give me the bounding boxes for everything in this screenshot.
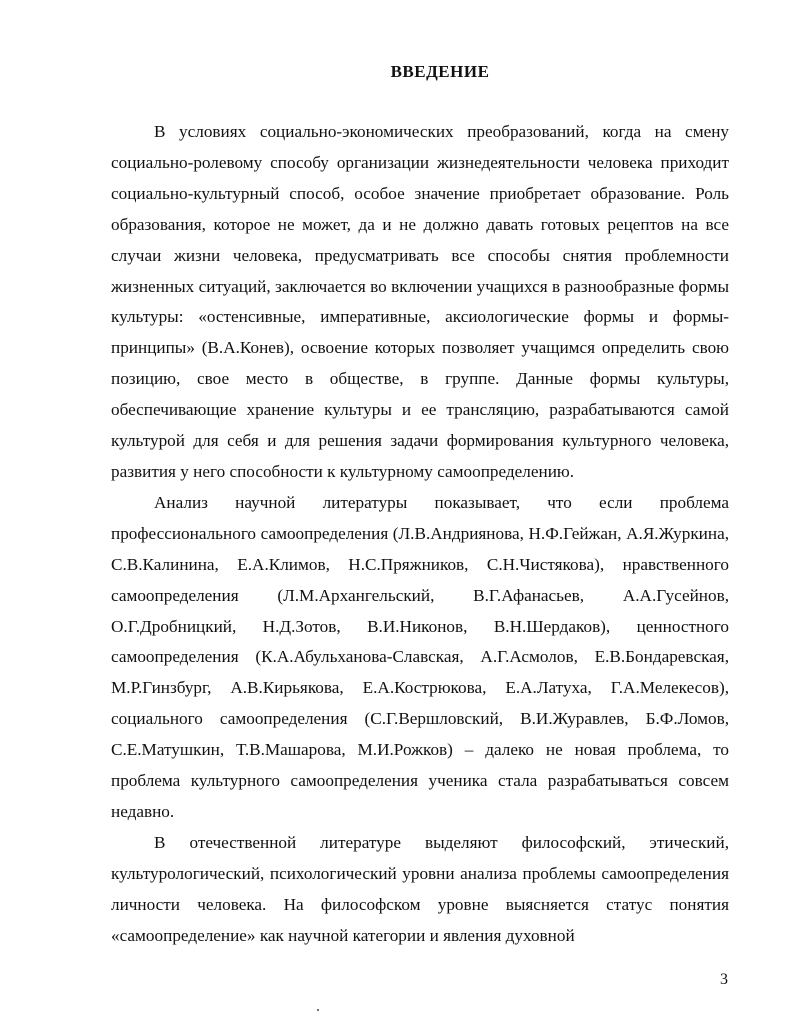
paragraph-1: В условиях социально-экономических преобразований, когда на смену социально-ролевому способу организации жизнедеятельности человека приходит социально-культурный способ, особое значение приобретает образование. Роль образования, которое не может, да и не должно давать готовых рецептов на все случаи жизни человека, предусматривать все способы снятия проблемности жизненных ситуаций, заключается во включении учащихся в разнообразные формы культуры: «остенсивные, императивные, аксиологические формы и формы-принципы» (В.А.Конев), освоение которых позволяет учащимся определить свою позицию, свое место в обществе, в группе. Данные формы культуры, обеспечивающие хранение культуры и ее трансляцию, разрабатываются самой культурой для себя и для решения задачи формирования культурного человека, развития у него способности к культурному самоопределению.	[111, 122, 729, 481]
paragraph-3: В отечественной литературе выделяют философский, этический, культурологический, психологический уровни анализа проблемы самоопределения личности человека. На философском уровне выясняется статус понятия «самоопределение» как научной категории и явления духовной	[111, 832, 729, 945]
page-title: ВВЕДЕНИЕ	[390, 62, 490, 81]
body-text	[111, 117, 729, 951]
page-number: 3	[720, 971, 728, 988]
scan-speck	[317, 1009, 319, 1011]
paragraph-2: Анализ научной литературы показывает, что если проблема профессионального самоопределения (Л.В.Андриянова, Н.Ф.Гейжан, А.Я.Журкина, С.В.Калинина, Е.А.Климов, Н.С.Пряжников, С.Н.Чистякова), нравственного самоопределения (Л.М.Архангельский, В.Г.Афанасьев, А.А.Гусейнов, О.Г.Дробницкий, Н.Д.Зотов, В.И.Никонов, В.Н.Шердаков), ценностного самоопределения (К.А.Абульханова-Славская, А.Г.Асмолов, Е.В.Бондаревская, М.Р.Гинзбург, А.В.Кирьякова, Е.А.Кострюкова, Е.А.Латуха, Г.А.Мелекесов), социального самоопределения (С.Г.Вершловский, В.И.Журавлев, Б.Ф.Ломов, С.Е.Матушкин, Т.В.Машарова, М.И.Рожков) – далеко не новая проблема, то проблема культурного самоопределения ученика стала разрабатываться совсем недавно.	[111, 492, 729, 821]
